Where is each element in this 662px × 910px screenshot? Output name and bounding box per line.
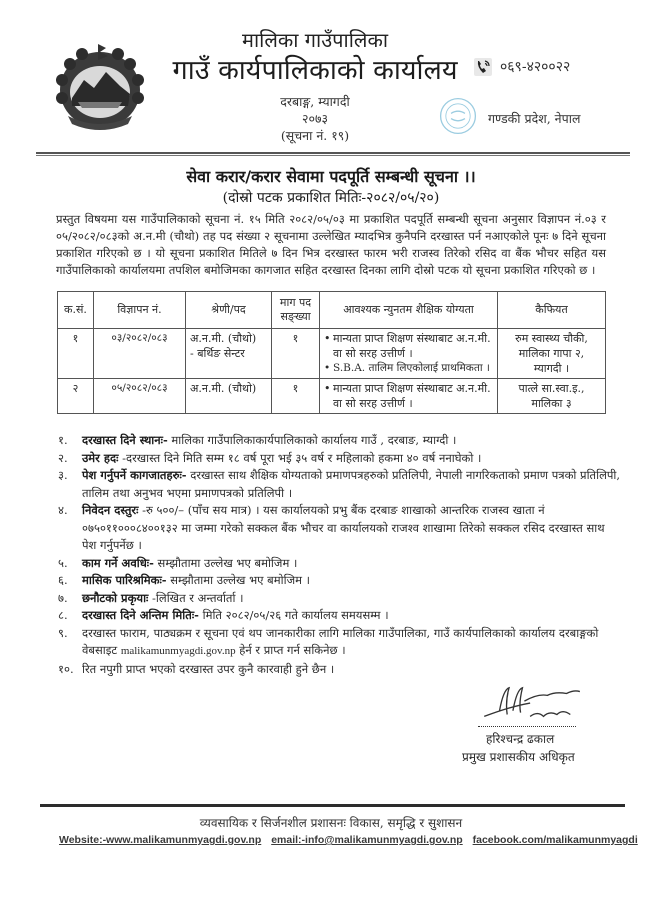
condition-label: निवेदन दस्तुरः bbox=[82, 503, 139, 517]
cell-count: १ bbox=[272, 329, 320, 379]
cell-sn: २ bbox=[58, 379, 94, 414]
condition-item bbox=[58, 502, 622, 555]
post-name: अ.न.मी. (चौथो) bbox=[190, 332, 257, 345]
condition-item bbox=[58, 432, 622, 450]
footer-motto: व्यवसायिक र सिर्जनशील प्रशासनः विकास, समृद्धि र सुशासन bbox=[199, 816, 463, 830]
office-name: गाउँ कार्यपालिकाको कार्यालय bbox=[172, 55, 458, 86]
col-header-sn: क.सं. bbox=[58, 292, 94, 329]
condition-number: ४. bbox=[58, 503, 68, 517]
office-address: दरबाङ्ग, म्यागदी bbox=[280, 94, 350, 109]
phone-contact bbox=[474, 58, 570, 76]
remark-line: रुम स्वास्थ्य चौकी, bbox=[515, 332, 588, 345]
website-link[interactable]: Website:-www.malikamunmyagdi.gov.np bbox=[59, 834, 262, 846]
condition-item bbox=[58, 467, 622, 502]
cell-remarks bbox=[498, 379, 606, 414]
notice-subtitle: (दोस्रो पटक प्रकाशित मितिः-२०८२/०५/२०) bbox=[222, 190, 440, 206]
phone-number: ०६९-४२००२२ bbox=[500, 59, 571, 75]
condition-item bbox=[58, 625, 622, 661]
signature-line bbox=[478, 726, 576, 727]
notice-intro: प्रस्तुत विषयमा यस गाउँपालिकाको सूचना नं. १५ मिति २०८२/०५/०३ मा प्रकाशित पदपूर्ति सम्बन्धी सूचना अनुसार विज्ञापन नं.०३ र ०५/२०८२/०८३को अ.न.मी (चौथो) तह पद संख्या २ सूचनामा उल्लेखित म्यादभित्र कुनैपनि दरखास्त पर्न नआएकोले पूनः ७ दिने सूचना प्रकाशित गरिएको छ । यो सूचना प्रकाशित मितिले ७ दिन भित्र दरखास्त फारम भरी राजस्व तिरेको रसिद वा बैंक भौचर सहित यस गाउँपालिकाको कार्यालयमा तपशिल बमोजिमका कागजात सहित दरखास्त दिनका लागि दोस्रो पटक यो सूचना प्रकाशित गरिएको छ । bbox=[56, 212, 606, 277]
condition-number: ३. bbox=[58, 468, 68, 482]
remark-line: मालिका ३ bbox=[531, 397, 572, 410]
condition-text: रित नपुगी प्राप्त भएको दरखास्त उपर कुनै कारवाही हुने छैन । bbox=[82, 661, 335, 676]
cell-remarks bbox=[498, 329, 606, 379]
condition-label: दरखास्त दिने स्थानः- bbox=[82, 433, 168, 447]
remark-line: म्यागदी । bbox=[533, 362, 570, 375]
notice-title: सेवा करार/करार सेवामा पदपूर्ति सम्बन्धी सूचना ।। bbox=[186, 167, 476, 186]
cell-ad-no: ०३/२०८२/०८३ bbox=[94, 329, 186, 379]
condition-label: छनौटको प्रकृयाः bbox=[82, 590, 149, 605]
condition-text: -दरखास्त दिने मिति सम्म १८ वर्ष पूरा भई ३५ वर्ष र महिलाको हकमा ४० वर्ष ननाघेको । bbox=[118, 450, 482, 465]
condition-text: दरखास्त फाराम, पाठ्यक्रम र सूचना एवं थप जानकारीका लागि मालिका गाउँपालिका, गाउँ कार्यपालिकाको कार्यालय दरबाङ्गको वेबसाइट bbox=[82, 625, 599, 657]
condition-label: दरखास्त दिने अन्तिम मितिः- bbox=[82, 608, 199, 622]
condition-text: मालिका गाउँपालिकाकार्यपालिकाको कार्यालय गाउँ , दरबाङ, म्याग्दी । bbox=[167, 433, 457, 447]
condition-number: ९. bbox=[58, 625, 68, 640]
condition-item bbox=[58, 450, 622, 468]
condition-label: पेश गर्नुपर्ने कागजातहरुः- bbox=[82, 468, 187, 482]
conditions-list bbox=[58, 432, 622, 678]
condition-text: -रु ५००/– (पाँच सय मात्र) । यस कार्यालयको प्रभु बैंक दरबाङ शाखाको आन्तरिक राजस्व खाता नं ०७५०११०००८४००१३२ मा जम्मा गरेको सक्कल बैंक भौचर वा कार्यालयको राजश्व शाखामा तिरेको सक्कल रसिद दरखास्त साथ पेश गर्नुपर्नेछ । bbox=[82, 503, 605, 552]
condition-text: सम्झौतामा उल्लेख भए बमोजिम । bbox=[153, 555, 298, 570]
notice-number: (सूचना नं. १९) bbox=[280, 128, 350, 143]
condition-number: २. bbox=[58, 450, 68, 465]
col-header-count: माग पद सङ्ख्या bbox=[272, 292, 320, 329]
post-location: - बर्थिङ सेन्टर bbox=[190, 347, 245, 360]
cell-post bbox=[186, 379, 272, 414]
qualification-item: • मान्यता प्राप्त शिक्षण संस्थाबाट अ.न.मी. वा सो सरह उत्तीर्ण । bbox=[324, 331, 493, 361]
col-header-remarks: कैफियत bbox=[498, 292, 606, 329]
remark-line: पात्ले सा.स्वा.इ., bbox=[518, 382, 585, 395]
notice-body bbox=[0, 160, 662, 857]
province: गण्डकी प्रदेश, नेपाल bbox=[488, 111, 581, 126]
phone-icon bbox=[474, 58, 492, 76]
office-stamp bbox=[438, 96, 478, 136]
condition-item bbox=[58, 572, 622, 590]
cell-sn: १ bbox=[58, 329, 94, 379]
signatory-title: प्रमुख प्रशासकीय अधिकृत bbox=[462, 750, 575, 764]
org-name: मालिका गाउँपालिका bbox=[242, 28, 388, 52]
signature-block bbox=[0, 682, 662, 768]
vacancy-table bbox=[57, 291, 606, 414]
cell-qualification bbox=[320, 329, 498, 379]
condition-label: उमेर हदः bbox=[82, 450, 119, 465]
qualification-item: • S.B.A. तालिम लिएकोलाई प्राथमिकता । bbox=[324, 361, 493, 376]
facebook-link[interactable]: facebook.com/malikamunmyagdi bbox=[472, 834, 638, 846]
condition-text: सम्झौतामा उल्लेख भए बमोजिम । bbox=[166, 573, 311, 587]
condition-label: मासिक पारिश्रमिकः- bbox=[82, 573, 167, 587]
condition-label: काम गर्ने अवधिः- bbox=[82, 555, 154, 570]
condition-number: १०. bbox=[58, 661, 74, 676]
nepal-emblem-icon bbox=[48, 36, 152, 136]
signatory-name: हरिश्चन्द्र ढकाल bbox=[486, 732, 555, 746]
condition-number: ५. bbox=[58, 555, 68, 570]
condition-text: -लिखित र अन्तर्वार्ता । bbox=[148, 590, 244, 605]
condition-item bbox=[58, 590, 622, 608]
cell-qualification bbox=[320, 379, 498, 414]
condition-item bbox=[58, 555, 622, 573]
condition-text: मिति २०८२/०५/२६ गते कार्यालय समयसम्म । bbox=[198, 608, 389, 622]
established-year: २०७३ bbox=[301, 111, 328, 126]
condition-number: ८. bbox=[58, 608, 68, 622]
condition-number: ६. bbox=[58, 573, 68, 587]
col-header-qualification: आवश्यक न्युनतम शैक्षिक योग्यता bbox=[320, 292, 498, 329]
condition-number: १. bbox=[58, 433, 68, 447]
footer-divider bbox=[40, 804, 625, 807]
post-name: अ.न.मी. (चौथो) bbox=[190, 382, 257, 395]
remark-line: मालिका गापा २, bbox=[518, 347, 585, 360]
table-row bbox=[58, 329, 606, 379]
col-header-ad-no: विज्ञापन नं. bbox=[94, 292, 186, 329]
table-header-row bbox=[58, 292, 606, 329]
table-row bbox=[58, 379, 606, 414]
footer-links bbox=[59, 833, 662, 847]
condition-number: ७. bbox=[58, 590, 68, 605]
signature bbox=[478, 682, 588, 726]
qualification-item: • मान्यता प्राप्त शिक्षण संस्थाबाट अ.न.मी. वा सो सरह उत्तीर्ण । bbox=[324, 381, 493, 411]
condition-text: दरखास्त साथ शैक्षिक योग्यताको प्रमाणपत्रहरुको प्रतिलिपी, नेपाली नागरिकताको प्रमाण पत्रको प्रतिलिपी, तालिम तथा अनुभव भएमा प्रमाणपत्रको प्रतिलिपी । bbox=[82, 468, 621, 500]
cell-ad-no: ०५/२०८२/०८३ bbox=[94, 379, 186, 414]
header-divider bbox=[36, 152, 630, 156]
cell-count: १ bbox=[272, 379, 320, 414]
page-footer bbox=[0, 804, 662, 857]
letterhead bbox=[0, 0, 662, 160]
condition-text-after: हेर्न र प्राप्त गर्न सकिनेछ । bbox=[235, 643, 346, 657]
condition-item bbox=[58, 607, 622, 625]
email-link[interactable]: email:-info@malikamunmyagdi.gov.np bbox=[271, 834, 463, 846]
condition-item bbox=[58, 661, 622, 679]
cell-post bbox=[186, 329, 272, 379]
col-header-post: श्रेणी/पद bbox=[186, 292, 272, 329]
website-link[interactable]: malikamunmyagdi.gov.np bbox=[120, 645, 236, 657]
